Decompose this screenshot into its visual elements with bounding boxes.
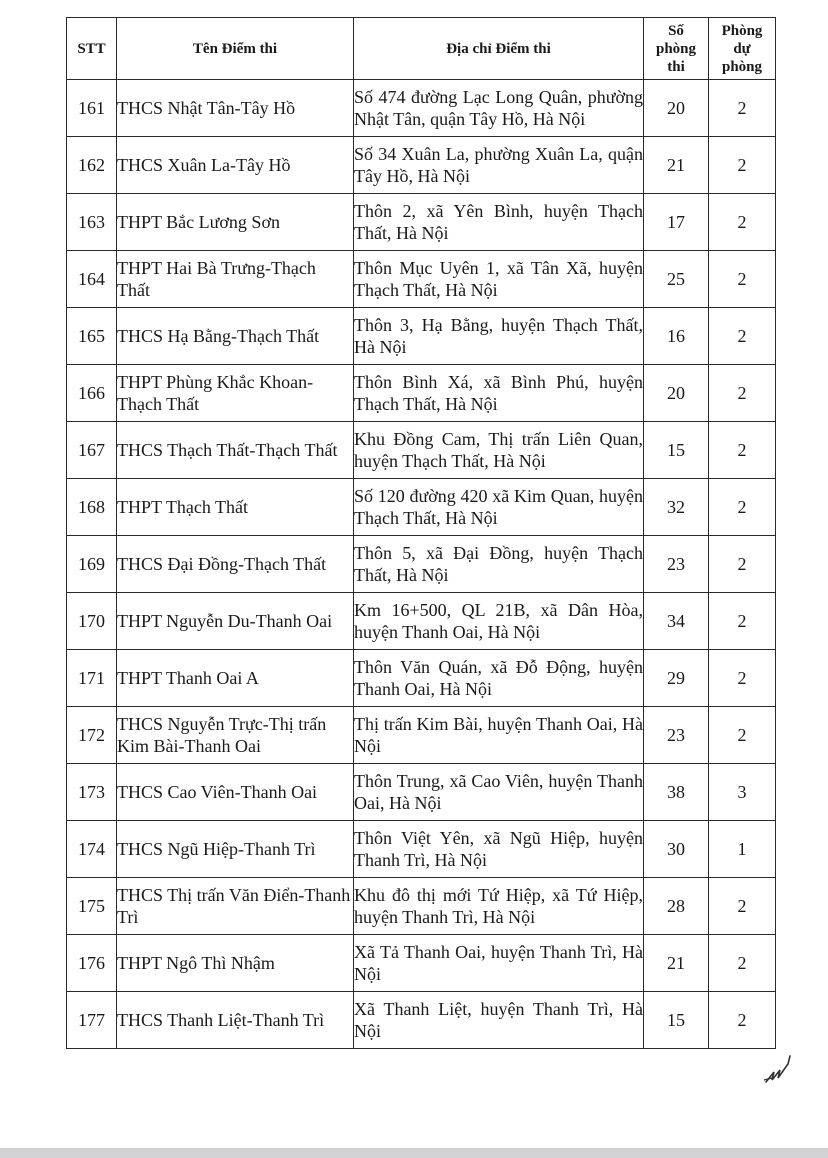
header-address: Địa chỉ Điểm thi [354, 18, 644, 80]
cell-address: Số 34 Xuân La, phường Xuân La, quận Tây Hồ, Hà Nội [354, 137, 644, 194]
cell-name: THCS Đại Đồng-Thạch Thất [117, 536, 354, 593]
header-rooms-line: thi [667, 58, 685, 75]
cell-address: Xã Thanh Liệt, huyện Thanh Trì, Hà Nội [354, 992, 644, 1049]
table-row [67, 650, 776, 707]
cell-reserve: 3 [709, 764, 776, 821]
header-reserve-line: dự [733, 40, 751, 57]
cell-address: Khu đô thị mới Tứ Hiệp, xã Tứ Hiệp, huyện Thanh Trì, Hà Nội [354, 878, 644, 935]
exam-sites-table [66, 17, 776, 1049]
cell-name: THCS Xuân La-Tây Hồ [117, 137, 354, 194]
cell-rooms: 21 [644, 137, 709, 194]
cell-address: Thôn Văn Quán, xã Đỗ Động, huyện Thanh Oai, Hà Nội [354, 650, 644, 707]
cell-reserve: 2 [709, 194, 776, 251]
table-row [67, 707, 776, 764]
cell-rooms: 29 [644, 650, 709, 707]
cell-address: Thôn Bình Xá, xã Bình Phú, huyện Thạch Thất, Hà Nội [354, 365, 644, 422]
cell-rooms: 25 [644, 251, 709, 308]
cell-rooms: 30 [644, 821, 709, 878]
cell-reserve: 2 [709, 422, 776, 479]
cell-name: THCS Cao Viên-Thanh Oai [117, 764, 354, 821]
header-reserve-line: Phòng [721, 22, 763, 39]
cell-reserve: 2 [709, 479, 776, 536]
table-row [67, 764, 776, 821]
cell-address: Thôn 5, xã Đại Đồng, huyện Thạch Thất, Hà Nội [354, 536, 644, 593]
cell-address: Khu Đồng Cam, Thị trấn Liên Quan, huyện Thạch Thất, Hà Nội [354, 422, 644, 479]
cell-address: Thị trấn Kim Bài, huyện Thanh Oai, Hà Nội [354, 707, 644, 764]
cell-stt: 166 [67, 365, 117, 422]
cell-stt: 168 [67, 479, 117, 536]
cell-rooms: 15 [644, 992, 709, 1049]
cell-address: Thôn Trung, xã Cao Viên, huyện Thanh Oai, Hà Nội [354, 764, 644, 821]
cell-name: THCS Thị trấn Văn Điển-Thanh Trì [117, 878, 354, 935]
cell-stt: 163 [67, 194, 117, 251]
table-row [67, 479, 776, 536]
cell-name: THPT Bắc Lương Sơn [117, 194, 354, 251]
cell-stt: 165 [67, 308, 117, 365]
header-name: Tên Điểm thi [117, 18, 354, 80]
cell-stt: 177 [67, 992, 117, 1049]
cell-stt: 176 [67, 935, 117, 992]
table-row [67, 878, 776, 935]
cell-name: THCS Thạch Thất-Thạch Thất [117, 422, 354, 479]
bottom-bar [0, 1148, 828, 1158]
table-row [67, 251, 776, 308]
cell-name: THCS Hạ Bằng-Thạch Thất [117, 308, 354, 365]
header-stt: STT [67, 18, 117, 80]
cell-reserve: 2 [709, 650, 776, 707]
cell-stt: 171 [67, 650, 117, 707]
table-row [67, 137, 776, 194]
cell-reserve: 2 [709, 137, 776, 194]
header-rooms [644, 18, 709, 80]
table-row [67, 935, 776, 992]
cell-rooms: 32 [644, 479, 709, 536]
cell-name: THCS Thanh Liệt-Thanh Trì [117, 992, 354, 1049]
cell-address: Thôn 2, xã Yên Bình, huyện Thạch Thất, Hà Nội [354, 194, 644, 251]
cell-rooms: 34 [644, 593, 709, 650]
table-header-row [67, 18, 776, 80]
cell-address: Thôn Mục Uyên 1, xã Tân Xã, huyện Thạch Thất, Hà Nội [354, 251, 644, 308]
cell-address: Xã Tả Thanh Oai, huyện Thanh Trì, Hà Nội [354, 935, 644, 992]
cell-stt: 175 [67, 878, 117, 935]
cell-name: THPT Phùng Khắc Khoan-Thạch Thất [117, 365, 354, 422]
cell-name: THPT Ngô Thì Nhậm [117, 935, 354, 992]
cell-name: THCS Ngũ Hiệp-Thanh Trì [117, 821, 354, 878]
cell-name: THPT Hai Bà Trưng-Thạch Thất [117, 251, 354, 308]
table-row [67, 422, 776, 479]
cell-name: THCS Nhật Tân-Tây Hồ [117, 80, 354, 137]
table-row [67, 365, 776, 422]
cell-rooms: 16 [644, 308, 709, 365]
cell-reserve: 2 [709, 80, 776, 137]
cell-reserve: 2 [709, 536, 776, 593]
cell-address: Số 474 đường Lạc Long Quân, phường Nhật Tân, quận Tây Hồ, Hà Nội [354, 80, 644, 137]
cell-name: THPT Thạch Thất [117, 479, 354, 536]
cell-address: Số 120 đường 420 xã Kim Quan, huyện Thạch Thất, Hà Nội [354, 479, 644, 536]
cell-name: THPT Thanh Oai A [117, 650, 354, 707]
cell-address: Thôn Việt Yên, xã Ngũ Hiệp, huyện Thanh Trì, Hà Nội [354, 821, 644, 878]
table-row [67, 992, 776, 1049]
cell-name: THCS Nguyễn Trực-Thị trấn Kim Bài-Thanh Oai [117, 707, 354, 764]
cell-stt: 164 [67, 251, 117, 308]
header-reserve-line: phòng [721, 58, 763, 75]
table-row [67, 308, 776, 365]
cell-rooms: 38 [644, 764, 709, 821]
cell-reserve: 2 [709, 992, 776, 1049]
cell-rooms: 17 [644, 194, 709, 251]
cell-stt: 170 [67, 593, 117, 650]
cell-reserve: 2 [709, 593, 776, 650]
signature-mark [760, 1050, 800, 1090]
cell-address: Thôn 3, Hạ Bằng, huyện Thạch Thất, Hà Nội [354, 308, 644, 365]
cell-stt: 172 [67, 707, 117, 764]
table-row [67, 593, 776, 650]
header-rooms-line: phòng [655, 40, 697, 57]
cell-stt: 167 [67, 422, 117, 479]
cell-reserve: 2 [709, 707, 776, 764]
cell-stt: 174 [67, 821, 117, 878]
cell-reserve: 1 [709, 821, 776, 878]
cell-rooms: 23 [644, 536, 709, 593]
table-row [67, 821, 776, 878]
header-reserve [709, 18, 776, 80]
cell-rooms: 15 [644, 422, 709, 479]
cell-reserve: 2 [709, 878, 776, 935]
header-rooms-line: Số [668, 22, 684, 39]
cell-rooms: 20 [644, 80, 709, 137]
cell-address: Km 16+500, QL 21B, xã Dân Hòa, huyện Thanh Oai, Hà Nội [354, 593, 644, 650]
table-row [67, 80, 776, 137]
cell-reserve: 2 [709, 308, 776, 365]
cell-rooms: 28 [644, 878, 709, 935]
cell-stt: 161 [67, 80, 117, 137]
cell-name: THPT Nguyễn Du-Thanh Oai [117, 593, 354, 650]
cell-rooms: 23 [644, 707, 709, 764]
cell-stt: 169 [67, 536, 117, 593]
cell-reserve: 2 [709, 935, 776, 992]
cell-stt: 162 [67, 137, 117, 194]
cell-reserve: 2 [709, 251, 776, 308]
table-row [67, 536, 776, 593]
cell-rooms: 20 [644, 365, 709, 422]
cell-rooms: 21 [644, 935, 709, 992]
table-row [67, 194, 776, 251]
cell-stt: 173 [67, 764, 117, 821]
cell-reserve: 2 [709, 365, 776, 422]
